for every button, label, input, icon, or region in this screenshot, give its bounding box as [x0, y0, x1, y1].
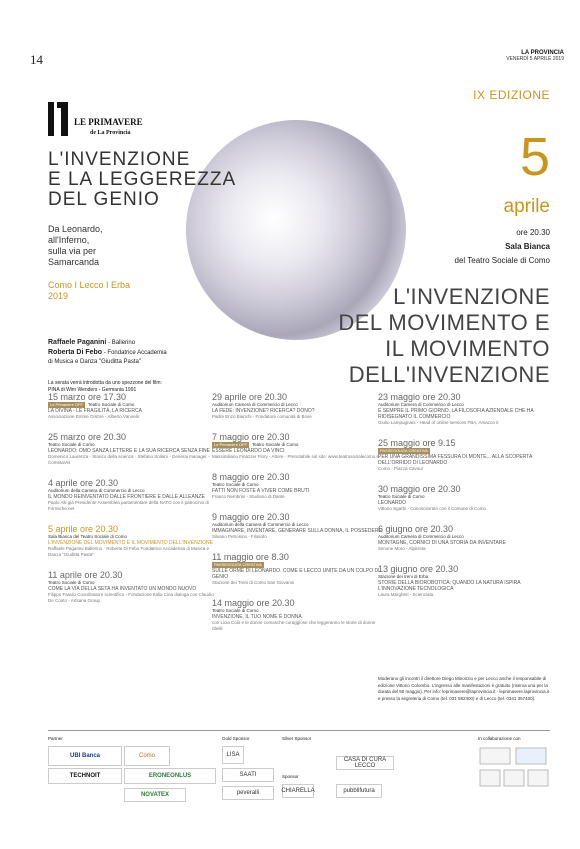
event-title: IMMAGINARE, INVENTARE, GENERARE SULLA DONNA, IL POSSEDERE	[212, 528, 382, 534]
event-description: Laura Margheri - Scienziata	[378, 592, 434, 597]
cities-line: Como I Lecco I Erba	[48, 280, 131, 290]
intro-line: La serata verrà introdotta da uno spezzone del film:	[48, 380, 162, 386]
partner-logo: NOVATEX	[124, 788, 186, 802]
event-day: 5	[519, 127, 550, 187]
event-date: 14 maggio ore 20.30	[212, 598, 295, 608]
event-venue: Sala Bianca	[505, 242, 550, 251]
gold-sponsor-label: Gold Sponsor	[222, 736, 250, 741]
performer-role: - Ballerino	[108, 340, 136, 346]
event-description: Como - Piazza Cavour	[378, 466, 424, 471]
event-title: PER UNA GRANDISSIMA FESSURA DI MONTE... ALLA SCOPERTA DELL'ORRIDO DI LEONARDO	[378, 454, 533, 466]
event-description: Raffaele Paganini Ballerino · Roberta Di Febo Fondatrice Accademia di Musica e Danza "Giuditta Pasta"	[48, 546, 210, 557]
event-date: 15 marzo ore 17.30	[48, 392, 127, 402]
event-item	[378, 392, 548, 426]
event-description: Filippo Fasulo Coordinatore scientifico - Fondazione Italia Cina dialoga con Claudio De Conto - Artsana Group	[48, 592, 214, 603]
event-date: 11 aprile ore 20.30	[48, 570, 123, 580]
event-tag: Le Primavere OFF	[50, 402, 83, 407]
partner-label: Partner	[48, 736, 63, 741]
edition-label: IX EDIZIONE	[473, 88, 550, 102]
collab-label: In collaborazione con	[478, 736, 521, 741]
performers	[48, 338, 167, 367]
subtitle-line: Samarcanda	[48, 257, 100, 267]
event-item	[48, 570, 218, 604]
newspaper-name: LA PROVINCIA	[521, 50, 564, 56]
event-title: LEONARDO	[378, 500, 407, 506]
event-tag: Le Primavere OFF	[214, 442, 247, 447]
collaborators-logos	[478, 746, 550, 806]
performer-role: - Fondatrice Accademia	[103, 350, 167, 356]
event-item	[378, 438, 548, 472]
partner-logo: TECHNOIT	[48, 768, 122, 784]
event-date: 23 maggio ore 20.30	[378, 392, 461, 402]
info-notice: Moderano gli incontri il direttore Diego Minonzio e per Lecco anche il responsabile di edizione Vittorio Colombo. L'ingresso alle manifestazioni è gratuito (riserva una per la durata del 50 maggio). Per info: leprimavere@laprovincia.it - leprimavere.laprovincia.it e presso la segreteria di Como (tel. 031 582400) e di Lecco (tel. 0341 357400).	[378, 676, 550, 701]
event-place: Teatro Sociale di Como	[87, 402, 135, 407]
event-headline	[338, 284, 550, 388]
event-item	[48, 432, 218, 466]
event-place: Teatro Sociale di Como	[212, 482, 259, 487]
event-title: FATTI NON FOSTE A VIVER COME BRUTI	[212, 488, 310, 494]
event-place: Auditorium Camera di Commercio di Lecco	[212, 402, 298, 407]
event-month: aprile	[503, 196, 550, 217]
main-title-line: L'INVENZIONE	[48, 149, 191, 170]
event-tag: PASSEGGIATA CREATIVA	[214, 562, 262, 567]
event-date: 9 maggio ore 20.30	[212, 512, 290, 522]
event-description: Vittorio Sgarbi - Conoscitorato con il Comune di Como	[378, 506, 486, 511]
event-description: Associazione Emme Ombre - Alberto Vanoelli	[48, 414, 139, 419]
logo-subtitle: de La Provincia	[90, 130, 131, 136]
gold-sponsor-logo: peveralli	[222, 786, 274, 800]
event-title: STORIE DELLA BIOROBOTICA: QUANDO LA NATURA ISPIRA L'INNOVAZIONE TECNOLOGICA	[378, 580, 521, 592]
silver-sponsor-logo: pubblifutura	[336, 784, 382, 798]
logo-name: LE PRIMAVERE	[74, 117, 143, 127]
events-column-2	[212, 392, 382, 644]
event-place: Stazione dei treni di Erba	[378, 574, 429, 579]
intro-line: PINA di Wim Wenders - Germania 1991	[48, 387, 137, 393]
event-place: Sala Bianca del Teatro Sociale di Como	[48, 534, 127, 539]
collaborators-icon	[478, 746, 550, 806]
event-venue-detail: del Teatro Sociale di Como	[454, 256, 550, 265]
event-date: 4 aprile ore 20.30	[48, 478, 119, 488]
event-item	[212, 598, 382, 632]
headline-line: IL MOVIMENTO	[385, 336, 550, 361]
event-place: Teatro Sociale di Como	[48, 580, 95, 585]
headline-line: L'INVENZIONE	[393, 284, 550, 309]
event-place: Auditorium della Camera di Commercio di Lecco	[48, 488, 145, 493]
event-date: 8 maggio ore 20.30	[212, 472, 290, 482]
event-title: COME LA VIA DELLA SETA HA INVENTATO UN MONDO NUOVO	[48, 586, 197, 592]
event-date: 30 maggio ore 20.30	[378, 484, 461, 494]
event-item	[378, 524, 548, 552]
event-description: Franco Nembrini - Studioso di Dante	[212, 494, 285, 499]
event-item	[48, 392, 218, 420]
divider	[48, 730, 550, 731]
event-date: 6 giugno ore 20.30	[378, 524, 454, 534]
cities	[48, 280, 130, 302]
subtitle	[48, 224, 103, 268]
events-column-3	[378, 392, 548, 610]
event-item	[378, 484, 548, 512]
headline-line: DELL'INVENZIONE	[348, 362, 550, 387]
partner-logo: UBI Banca	[48, 746, 122, 766]
issue-date: VENERDÌ 5 APRILE 2019	[506, 56, 564, 62]
silver-sponsor-label: Silver Sponsor	[282, 736, 312, 741]
subtitle-line: Da Leonardo,	[48, 224, 103, 234]
event-title: LEONARDO: OMO SANZA LETTERE E LA SUA RICERCA SENZA FINE	[48, 448, 210, 454]
event-description: Massimiliano Finazzer Flory - Attore · Prenotabile sul sito: www.teatrosocialecomo.it	[212, 454, 379, 459]
event-title: ESSERE LEONARDO DA VINCI	[212, 448, 285, 454]
event-place: Teatro Sociale di Como	[48, 442, 95, 447]
event-date: 29 aprile ore 20.30	[212, 392, 288, 402]
event-title: MONTAGNE, CORNICI DI UNA STORIA DA INVENTARE	[378, 540, 506, 546]
event-description: Giulio Lampugnani - Head of online services FBA, Amazon it	[378, 420, 499, 425]
partner-logo: ERONEONLUS	[124, 768, 216, 784]
event-place: Auditorium Camera di Commercio di Lecco	[378, 402, 464, 407]
event-place: Teatro Sociale di Como	[378, 494, 425, 499]
subtitle-line: all'Inferno,	[48, 235, 90, 245]
event-time: ore 20.30	[516, 228, 550, 237]
event-item	[212, 392, 382, 420]
event-date: 13 giugno ore 20.30	[378, 564, 459, 574]
events-column-1	[48, 392, 218, 616]
performer-name: Raffaele Paganini	[48, 339, 107, 346]
event-date: 25 marzo ore 20.30	[48, 432, 127, 442]
event-title: SULLE ORME DI LEONARDO. COME E LECCO UNITE DA UN COLPO DI GENIO	[212, 568, 380, 580]
event-place: Teatro Sociale di Como	[251, 442, 299, 447]
event-title: INVENZIONE, IL TUO NOME È DONNA	[212, 614, 302, 620]
event-date: 25 maggio ore 9.15	[378, 438, 456, 448]
main-title-line: E LA LEGGEREZZA	[48, 169, 237, 190]
event-place: Teatro Sociale di Como	[212, 608, 259, 613]
event-tag: PASSEGGIATA CREATIVA	[380, 448, 428, 453]
gold-sponsor-logo: SAATI	[222, 768, 274, 782]
performer-role: di Musica e Danza "Giuditta Pasta"	[48, 359, 141, 365]
newspaper-header	[506, 50, 564, 62]
event-item	[48, 524, 218, 558]
event-date: 5 aprile ore 20.30	[48, 524, 119, 534]
performer-name: Roberta Di Febo	[48, 349, 103, 356]
event-title: IL MONDO REINVENTATO DALLE FRONTIERE E DALLE ALLEANZE	[48, 494, 205, 500]
event-place: Auditorium Camera di Commercio di Lecco	[378, 534, 464, 539]
event-item	[212, 512, 382, 540]
event-info	[455, 226, 550, 268]
event-item	[212, 432, 382, 460]
silver-sponsor-logo: CASA DI CURA LECCO	[336, 756, 394, 770]
gold-sponsor-logo: LISA	[222, 746, 244, 764]
event-place: Auditorium della Camera di Commercio di Lecco	[212, 522, 309, 527]
headline-line: DEL MOVIMENTO E	[338, 310, 550, 335]
subtitle-line: sulla via per	[48, 246, 97, 256]
event-description: Stazione dei Treni di Como San Giovanni	[212, 580, 295, 585]
event-item	[48, 478, 218, 512]
event-description: Padre Enzo Bianchi - Fondatore comunità di Bose	[212, 414, 312, 419]
event-date: 7 maggio ore 20.30	[212, 432, 290, 442]
event-description: Paolo Alli già Presidente Assemblea parlamentare della NATO con il patrocinio di Formiche.net	[48, 500, 209, 511]
event-title: L'INVENZIONE DEL MOVIMENTO E IL MOVIMENTO DELL'INVENZIONE	[48, 540, 213, 546]
page-number: 14	[30, 52, 43, 67]
event-item	[378, 564, 548, 598]
event-date: 11 maggio ore 8.30	[212, 552, 289, 562]
main-title	[48, 150, 236, 210]
main-title-line: DEL GENIO	[48, 189, 160, 210]
event-item	[212, 472, 382, 500]
event-title: LA DIVINA - LE FRAGILITÀ, LA RICERCA	[48, 408, 142, 414]
partner-logo: Como	[124, 746, 170, 766]
event-description: con Licia Colò e le donne comasche coraggiose che leggeranno le storie di donne ribelli	[212, 620, 376, 631]
event-title: LA FEDE: INVENZIONE? RICERCA? DONO?	[212, 408, 315, 414]
event-description: Simone Moro - Alpinista	[378, 546, 426, 551]
primavere-logo-icon	[48, 102, 68, 136]
silver-sponsor-logo: CHIARELLA	[282, 784, 314, 798]
event-description: Silvano Petrosino - Filosofo	[212, 534, 267, 539]
event-description: Domenico Laurenza - Storico della scienza · Stefano Soliani - Generai manager - CometaVet	[48, 454, 210, 465]
event-title: E SEMPRE IL PRIMO GIORNO. LA FILOSOFIA AZIENDALE CHE HA RIDISEGNATO IL COMMERCIO	[378, 408, 534, 420]
cities-year: 2019	[48, 291, 69, 301]
sponsor-label: Sponsor	[282, 774, 299, 779]
event-item	[212, 552, 382, 586]
